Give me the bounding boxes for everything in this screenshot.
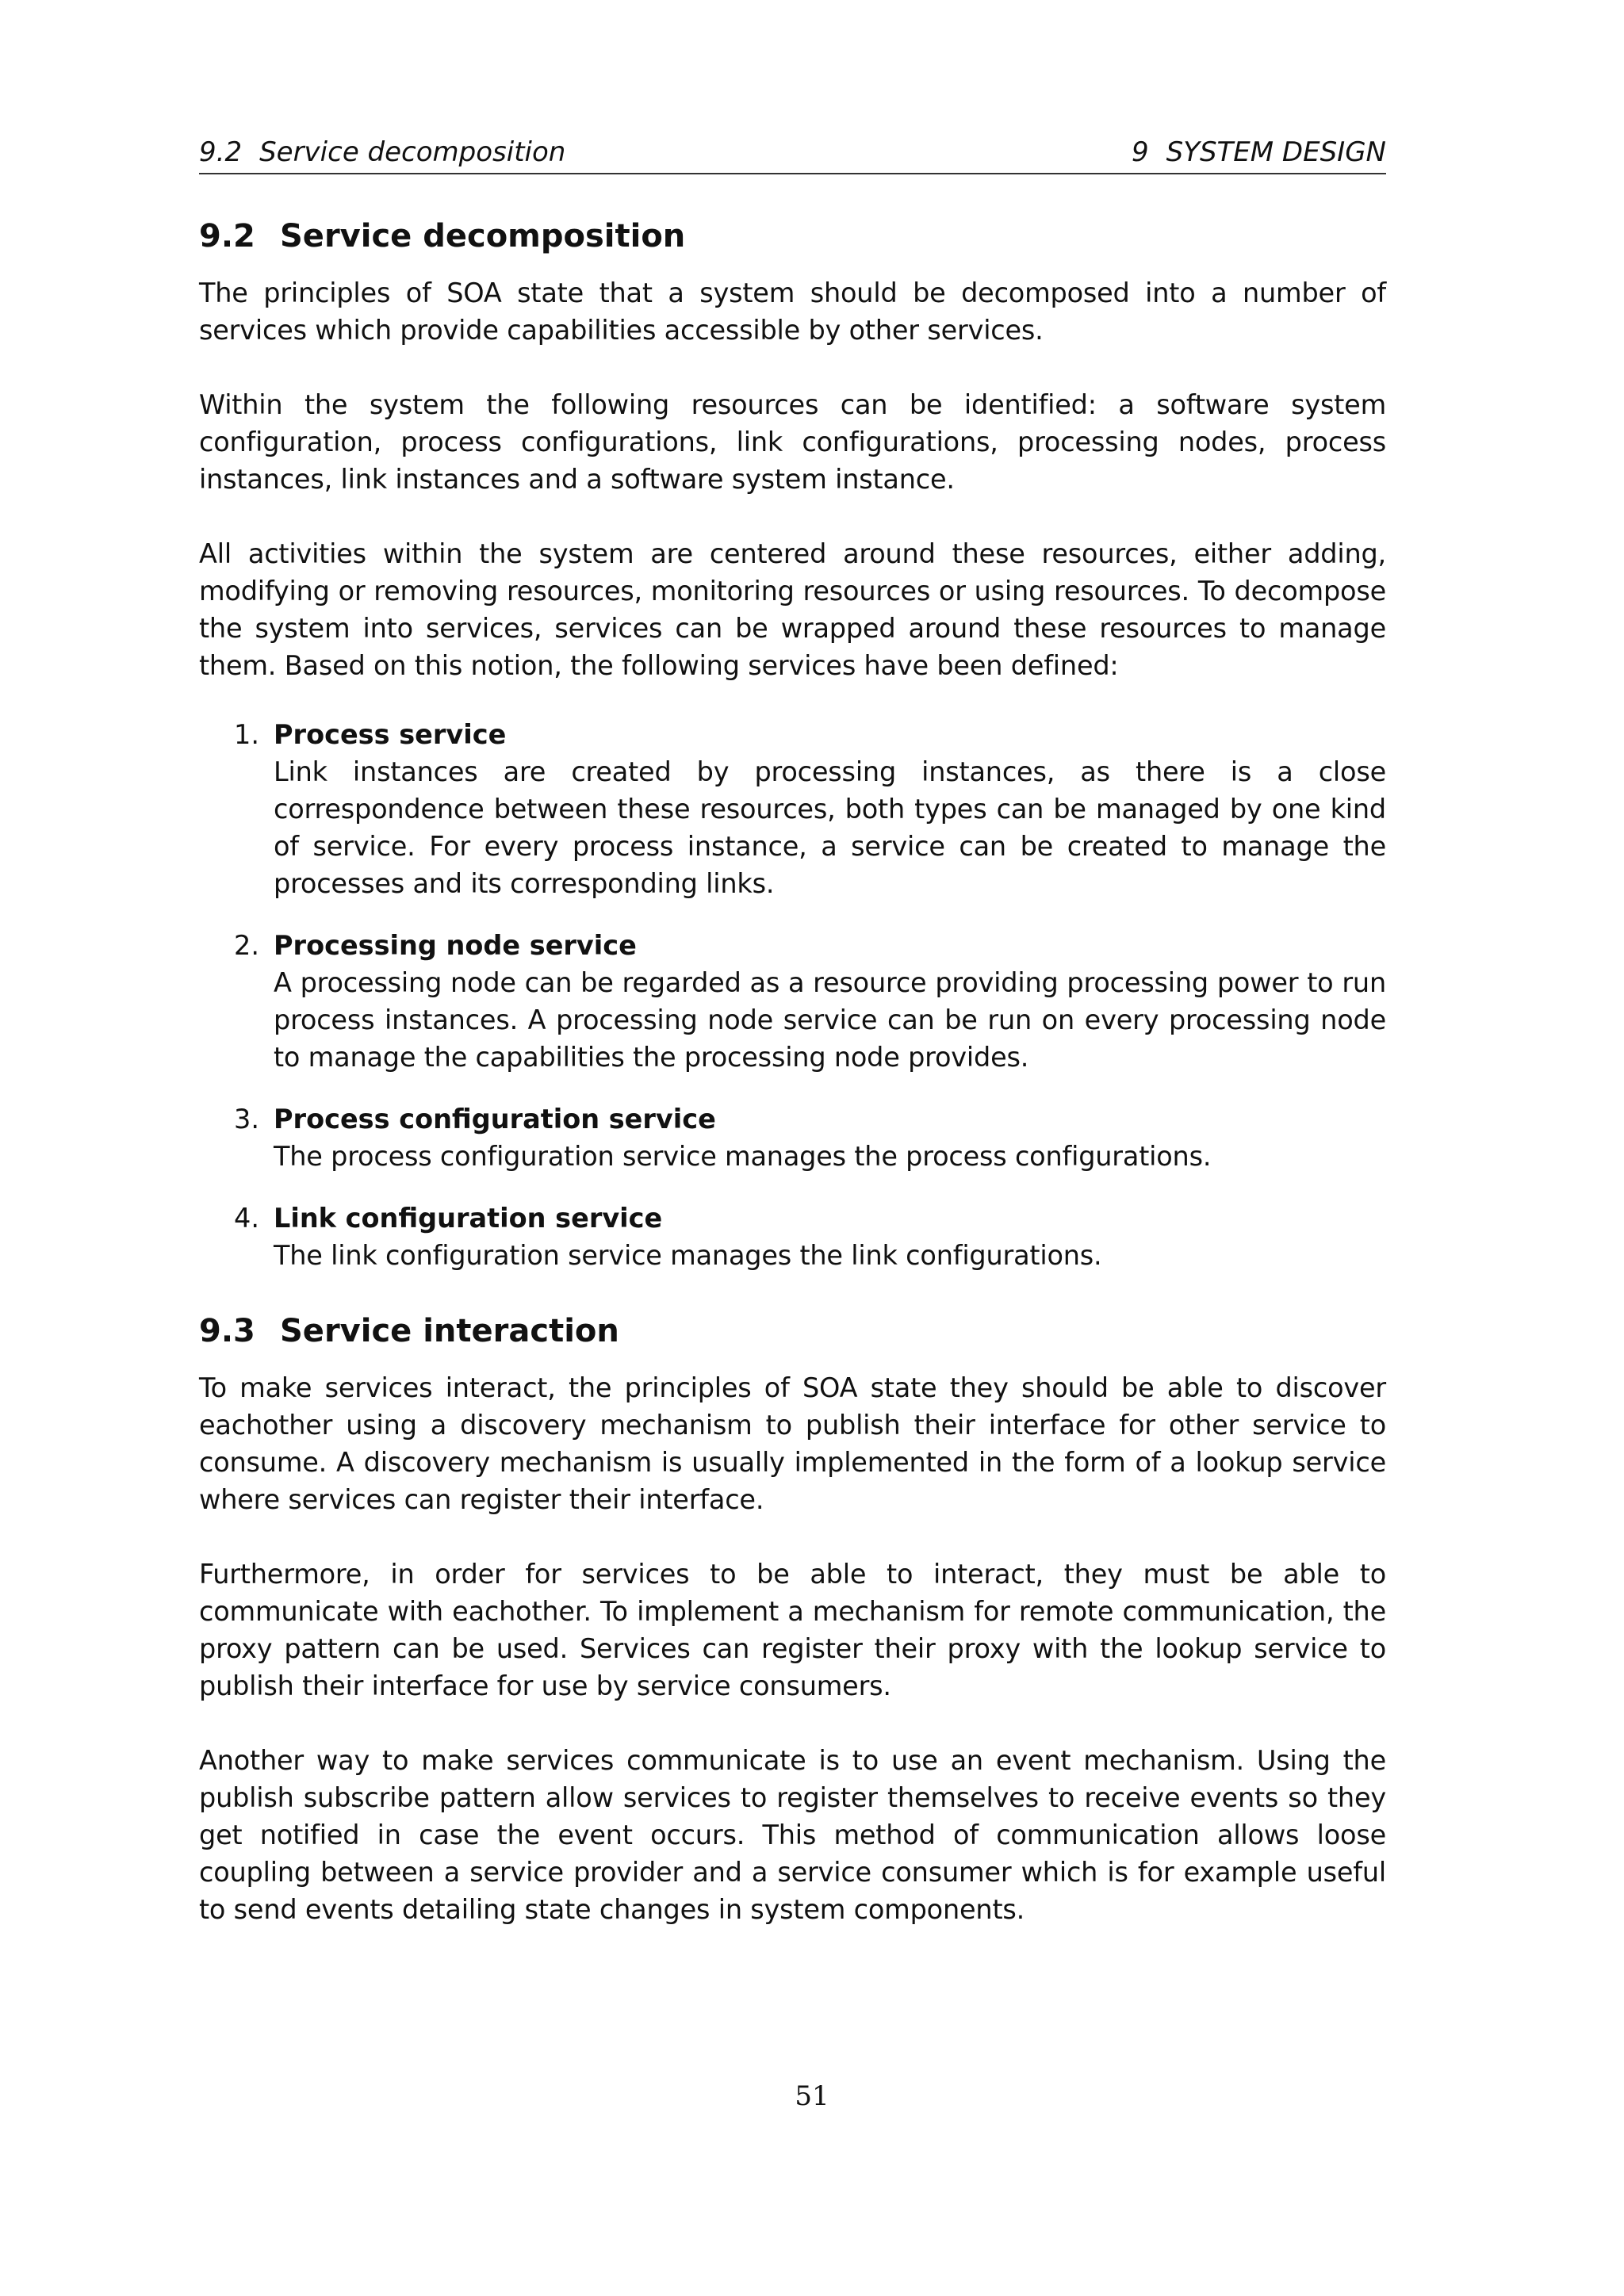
page-number: 51	[795, 2080, 829, 2112]
list-item-title: Processing node service	[274, 930, 637, 961]
services-list	[199, 716, 1386, 1274]
running-header	[199, 135, 1386, 174]
list-item-title: Process service	[274, 719, 507, 750]
section-number: 9.2	[199, 218, 255, 254]
list-item-body: The process configuration service manages the process configurations.	[274, 1141, 1212, 1172]
section-heading-9-2	[199, 216, 1386, 257]
list-marker: 2.	[234, 930, 259, 961]
header-chapter-title: SYSTEM DESIGN	[1166, 136, 1386, 168]
header-section-number: 9.2	[199, 136, 243, 168]
paragraph: Furthermore, in order for services to be able to interact, they must be able to communicate with eachother. To implement a mechanism for remote communication, the proxy pattern can be used. Services can register their proxy with the lookup service to publish their interface for use by service consumers.	[199, 1559, 1386, 1701]
list-marker: 3.	[234, 1104, 259, 1135]
list-item-body: A processing node can be regarded as a resource providing processing power to run process instances. A processing node service can be run on every processing node to manage the capabilities the processing node provides.	[274, 967, 1386, 1073]
running-header-right	[1132, 135, 1386, 170]
running-header-left	[199, 135, 565, 170]
page-content	[199, 135, 1386, 1928]
section-title: Service interaction	[280, 1313, 619, 1349]
paragraph: All activities within the system are centered around these resources, either adding, modifying or removing resources, monitoring resources or using resources. To decompose the system into services, services can be wrapped around these resources to manage them. Based on this notion, the following services have been defined:	[199, 538, 1386, 681]
list-item	[199, 1200, 1386, 1274]
list-item-title: Link configuration service	[274, 1203, 663, 1234]
paragraph: Another way to make services communicate is to use an event mechanism. Using the publish subscribe pattern allow services to register themselves to receive events so they get notified in case the event occurs. This method of communication allows loose coupling between a service provider and a service consumer which is for example useful to send events detailing state changes in system components.	[199, 1745, 1386, 1925]
header-chapter-number: 9	[1131, 136, 1149, 168]
list-item	[199, 716, 1386, 902]
paragraph: The principles of SOA state that a system should be decomposed into a number of services which provide capabilities accessible by other services.	[199, 277, 1386, 346]
section-heading-9-3	[199, 1311, 1386, 1352]
list-item-title: Process configuration service	[274, 1104, 716, 1135]
list-item-body: Link instances are created by processing instances, as there is a close correspondence between these resources, both types can be managed by one kind of service. For every process instance, a service can be created to manage the processes and its corresponding links.	[274, 756, 1386, 899]
list-item	[199, 927, 1386, 1076]
list-marker: 4.	[234, 1203, 259, 1234]
paragraph: Within the system the following resources can be identified: a software system configuration, process configurations, link configurations, processing nodes, process instances, link instances and a software system instance.	[199, 389, 1386, 495]
header-section-title: Service decomposition	[259, 136, 566, 168]
list-item	[199, 1100, 1386, 1175]
section-title: Service decomposition	[280, 218, 686, 254]
list-marker: 1.	[234, 719, 259, 750]
paragraph: To make services interact, the principles of SOA state they should be able to discover eachother using a discovery mechanism to publish their interface for other service to consume. A discovery mechanism is usually implemented in the form of a lookup service where services can register their interface.	[199, 1372, 1386, 1515]
list-item-body: The link configuration service manages the link configurations.	[274, 1240, 1102, 1271]
section-number: 9.3	[199, 1313, 255, 1349]
